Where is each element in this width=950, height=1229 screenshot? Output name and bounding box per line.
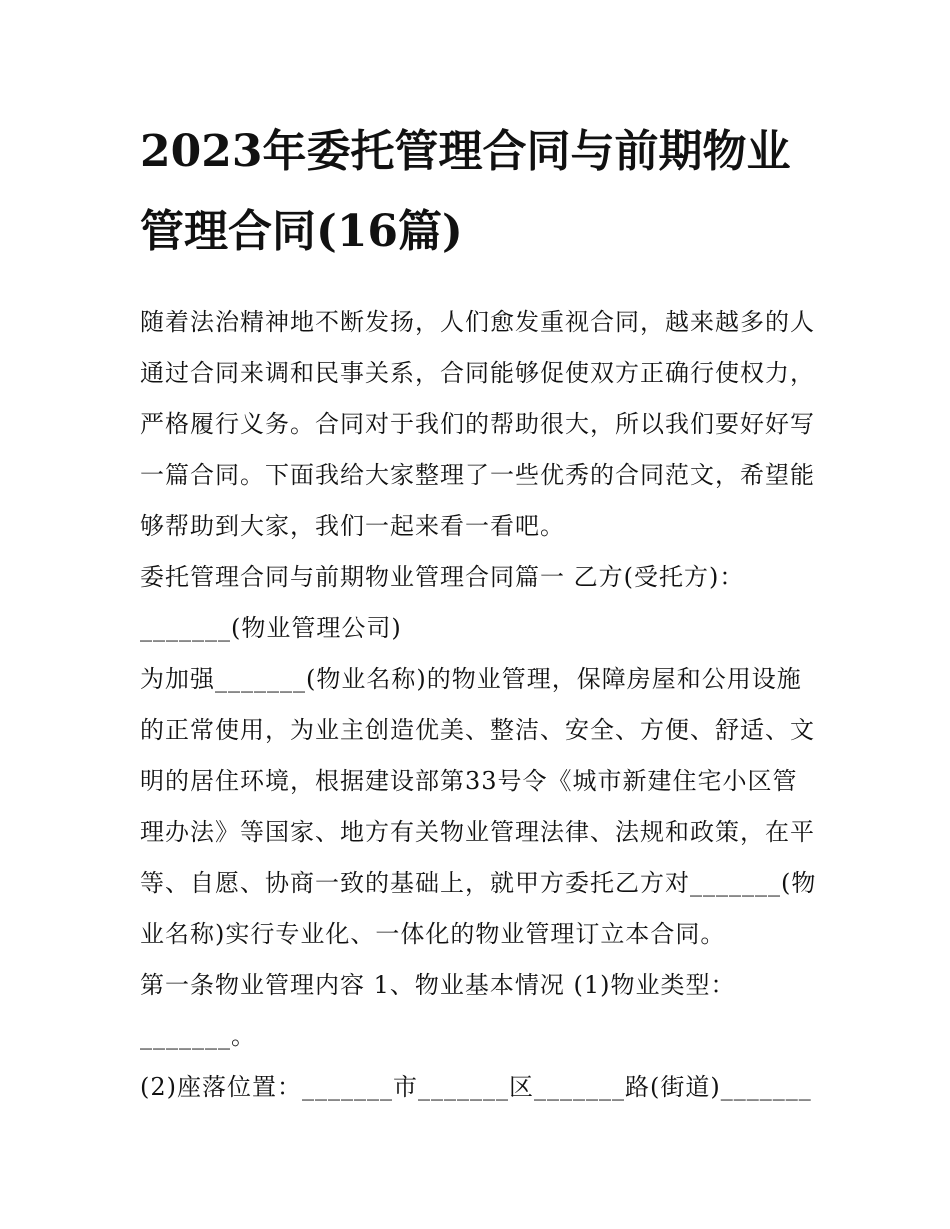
contract-heading-paragraph: 委托管理合同与前期物业管理合同篇一 乙方(受托方)：_______(物业管理公司) [140, 563, 745, 642]
document-title: 2023年委托管理合同与前期物业管理合同(16篇) [140, 126, 791, 257]
intro-paragraph: 随着法治精神地不断发扬，人们愈发重视合同，越来越多的人通过合同来调和民事关系，合同能够促使双方正确行使权力，严格履行义务。合同对于我们的帮助很大，所以我们要好好写一篇合同。下面我给大家整理了一些优秀的合同范文，希望能够帮助到大家，我们一起来看一看吧。 [140, 308, 815, 540]
contract-purpose-paragraph: 为加强_______(物业名称)的物业管理，保障房屋和公用设施的正常使用，为业主创造优美、整洁、安全、方便、舒适、文明的居住环境，根据建设部第33号令《城市新建住宅小区管理办法》等国家、地方有关物业管理法律、法规和政策，在平等、自愿、协商一致的基础上，就甲方委托乙方对_______(物业名称)实行专业化、一体化的物业管理订立本合同。 [140, 665, 817, 948]
document-content [140, 112, 820, 1113]
location-paragraph: (2)座落位置：_______市_______区_______路(街道)_______ [140, 1073, 812, 1101]
article-one-paragraph: 第一条物业管理内容 1、物业基本情况 (1)物业类型：_______。 [140, 971, 736, 1050]
